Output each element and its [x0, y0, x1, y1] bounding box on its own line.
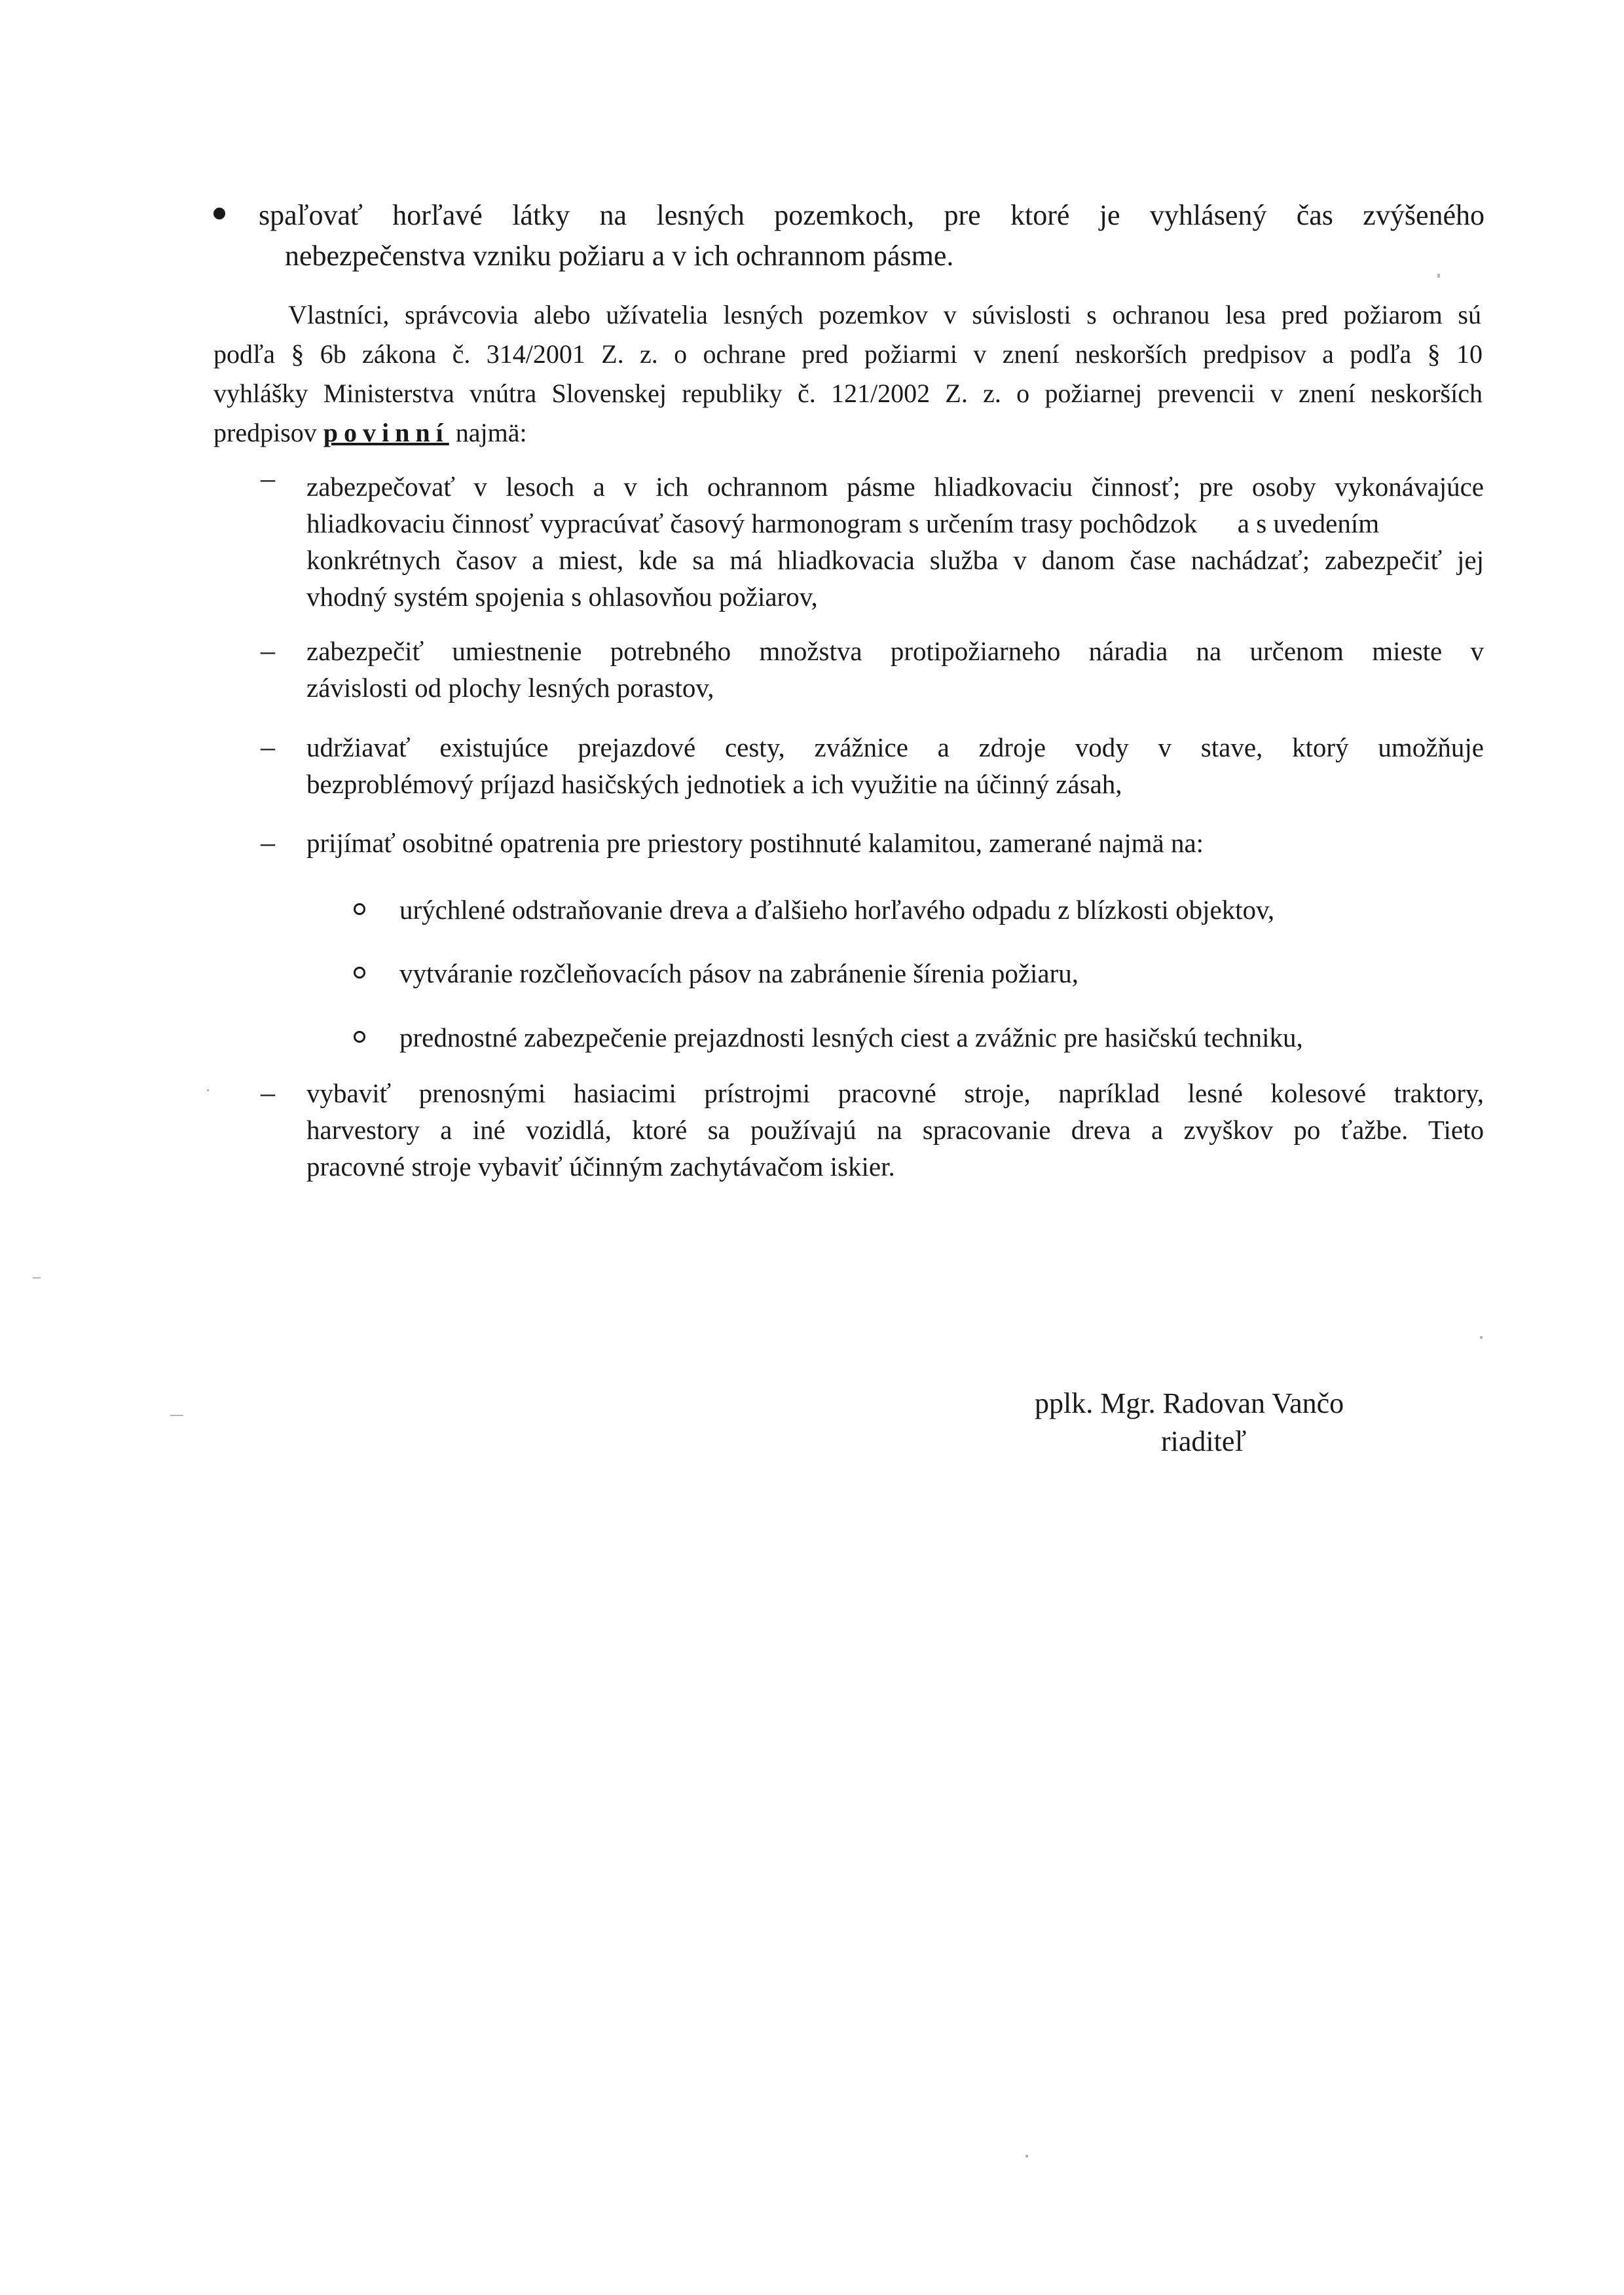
- intro-line-4: [213, 413, 868, 453]
- circle-bullet-icon: [354, 1031, 365, 1043]
- sub-item-2: vytváranie rozčleňovacích pásov na zabránenie šírenia požiaru,: [399, 958, 1079, 988]
- duty-1-line-2: hliadkovaciu činnosť vypracúvať časový harmonogram s určením trasy pochôdzok a s uvedením: [306, 508, 1380, 538]
- circle-bullet-icon: [354, 903, 365, 915]
- signature-role: riaditeľ: [1161, 1425, 1247, 1457]
- scan-speck: [1480, 1336, 1483, 1339]
- duty-3-line-1: udržiavať existujúce prejazdové cesty, zvážnice a zdroje vody v stave, ktorý umožňuje: [306, 732, 1484, 762]
- duty-1-line-1: zabezpečovať v lesoch a v ich ochrannom pásme hliadkovaciu činnosť; pre osoby vykonávajúce: [306, 472, 1484, 502]
- scan-speck: [207, 1089, 209, 1091]
- duty-5-line-1: vybaviť prenosnými hasiacimi prístrojmi pracovné stroje, napríklad lesné kolesové traktory,: [306, 1078, 1484, 1108]
- dash-icon: –: [261, 731, 275, 763]
- intro-line-4-suffix: najmä:: [455, 418, 527, 447]
- intro-line-4-prefix: predpisov: [213, 418, 317, 447]
- dash-icon: –: [261, 827, 275, 859]
- intro-line-2: podľa § 6b zákona č. 314/2001 Z. z. o ochrane pred požiarmi v znení neskorších predpisov a podľa § 10: [213, 339, 1483, 369]
- sub-item-3: prednostné zabezpečenie prejazdnosti lesných ciest a zvážnic pre hasičskú techniku,: [399, 1022, 1303, 1053]
- duty-5-line-3: pracovné stroje vybaviť účinným zachytávačom iskier.: [306, 1151, 895, 1182]
- scan-speck: [1025, 2155, 1028, 2157]
- signature-name: pplk. Mgr. Radovan Vančo: [1035, 1387, 1344, 1419]
- duty-5-line-2: harvestory a iné vozidlá, ktoré sa používajú na spracovanie dreva a zvyškov po ťažbe. Tieto: [306, 1115, 1484, 1145]
- dash-icon: –: [261, 1077, 275, 1109]
- bullet-line-2: nebezpečenstva vzniku požiaru a v ich ochrannom pásme.: [285, 240, 954, 272]
- duty-1-line-3: konkrétnych časov a miest, kde sa má hliadkovacia služba v danom čase nachádzať; zabezpečiť jej: [306, 545, 1484, 575]
- duty-1-line-4: vhodný systém spojenia s ohlasovňou požiarov,: [306, 582, 818, 612]
- duty-2-line-1: zabezpečiť umiestnenie potrebného množstva protipožiarneho náradia na určenom mieste v: [306, 636, 1484, 666]
- duty-2-line-2: závislosti od plochy lesných porastov,: [306, 673, 714, 703]
- dash-icon: –: [261, 635, 275, 667]
- bullet-line-1: spaľovať horľavé látky na lesných pozemkoch, pre ktoré je vyhlásený čas zvýšeného: [259, 199, 1485, 231]
- intro-line-1: Vlastníci, správcovia alebo užívatelia lesných pozemkov v súvislosti s ochranou lesa pred požiarom sú: [288, 300, 1481, 329]
- duty-3-line-2: bezproblémový príjazd hasičských jednotiek a ich využitie na účinný zásah,: [306, 769, 1122, 799]
- scan-speck: [1437, 274, 1440, 278]
- intro-line-3: vyhlášky Ministerstva vnútra Slovenskej republiky č. 121/2002 Z. z. o požiarnej prevencii v znení neskorších: [213, 379, 1483, 408]
- duty-4-line-1: prijímať osobitné opatrenia pre priestory postihnuté kalamitou, zamerané najmä na:: [306, 828, 1204, 858]
- bullet-dot-icon: [213, 208, 225, 219]
- circle-bullet-icon: [354, 967, 365, 979]
- dash-icon: –: [261, 462, 275, 494]
- obligation-emphasis: povinní: [323, 418, 449, 447]
- sub-item-1: urýchlené odstraňovanie dreva a ďalšieho horľavého odpadu z blízkosti objektov,: [399, 895, 1275, 925]
- scan-speck: [33, 1277, 41, 1278]
- scan-speck: [170, 1415, 183, 1416]
